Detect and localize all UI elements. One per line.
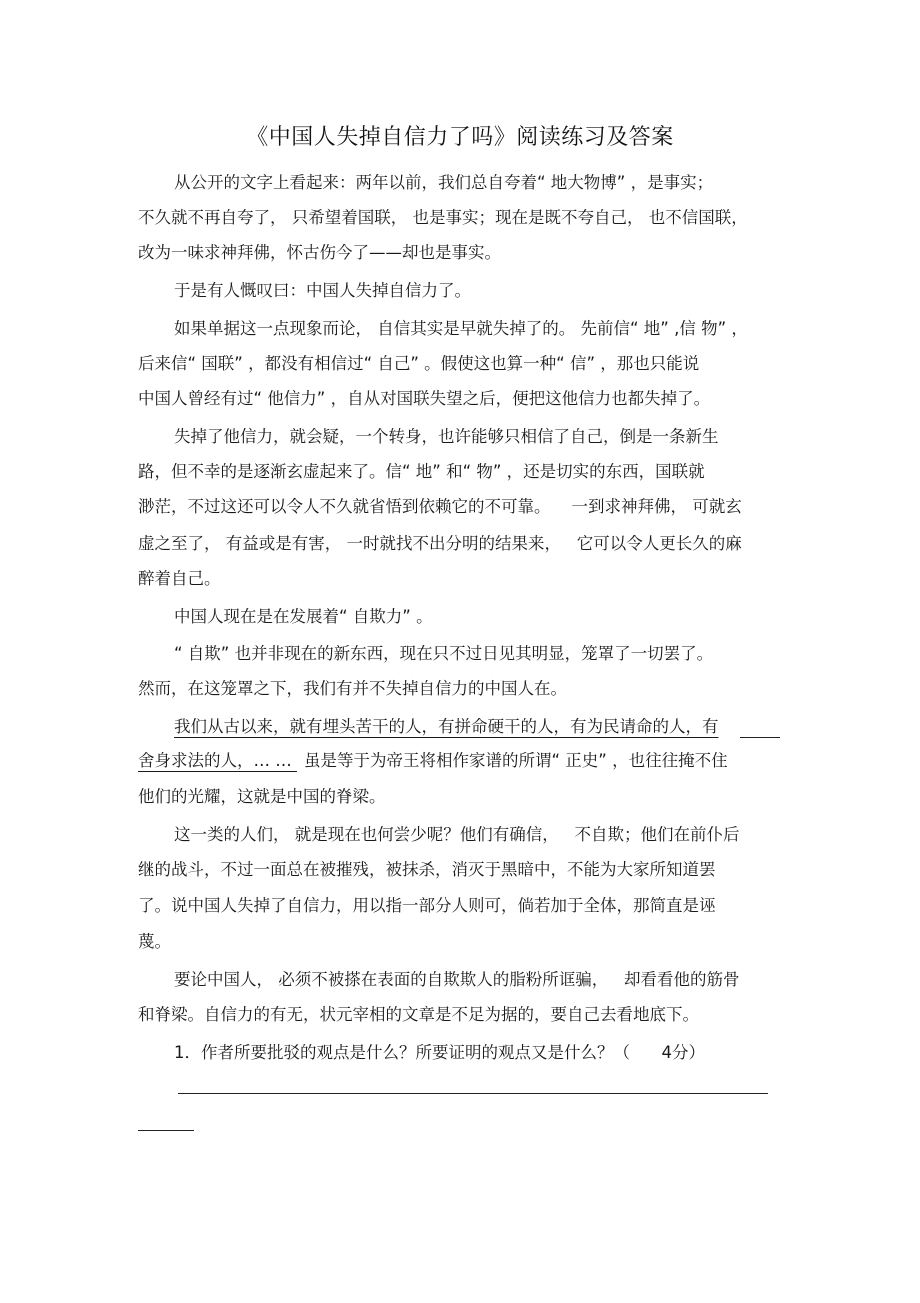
text-line: 虽是等于为帝王将相作家谱的所谓“ 正史” ，也往往掩不住 xyxy=(304,751,728,770)
text-line: 中国人曾经有过“ 他信力” ，自从对国联失望之后，便把这他信力也都失掉了。 xyxy=(138,389,711,408)
text-line: 从公开的文字上看起来：两年以前，我们总自夸着“ 地大物博” ，是事实； xyxy=(174,173,714,192)
text-line: “ 自欺” 也并非现在的新东西，现在只不过日见其明显，笼罩了一切罢了。 xyxy=(174,644,714,663)
answer-line xyxy=(178,1093,768,1094)
underlined-text-line: 我们从古以来，就有埋头苦干的人，有拼命硬干的人，有为民请命的人，有 xyxy=(174,717,719,736)
text-line: 改为一味求神拜佛，怀古伤今了——却也是事实。 xyxy=(138,243,501,262)
text-line: 如果单据这一点现象而论， 自信其实是早就失掉了的。 先前信“ 地” ,信 物” ， xyxy=(174,319,748,338)
text-line: 这一类的人们， 就是现在也何尝少呢？他们有确信， 不自欺；他们在前仆后 xyxy=(174,825,740,844)
text-line: 醉着自己。 xyxy=(138,569,221,588)
text-line: 失掉了他信力，就会疑，一个转身，也许能够只相信了自己，倒是一条新生 xyxy=(174,427,719,446)
text-line: 渺茫，不过这还可以令人不久就省悟到依赖它的不可靠。 一到求神拜佛， 可就玄 xyxy=(138,497,742,516)
text-line: 他们的光耀，这就是中国的脊梁。 xyxy=(138,787,386,806)
text-line: 虚之至了， 有益或是有害， 一时就找不出分明的结果来， 它可以令人更长久的麻 xyxy=(138,534,742,553)
underline-extension xyxy=(740,737,780,738)
underlined-text-line: 舍身求法的人，… … xyxy=(138,751,297,770)
text-line: 中国人现在是在发展着“ 自欺力” 。 xyxy=(174,607,433,626)
text-line: 然而，在这笼罩之下，我们有并不失掉自信力的中国人在。 xyxy=(138,679,567,698)
text-line: 和脊梁。自信力的有无，状元宰相的文章是不足为据的，要自己去看地底下。 xyxy=(138,1005,699,1024)
text-line: 了。说中国人失掉了自信力，用以指一部分人则可，倘若加于全体，那简直是诬 xyxy=(138,896,716,915)
page-title: 《中国人失掉自信力了吗》阅读练习及答案 xyxy=(246,125,674,150)
question-1: 1．作者所要批驳的观点是什么？所要证明的观点又是什么？（ 4分） xyxy=(174,1043,705,1062)
text-line: 继的战斗，不过一面总在被摧残，被抹杀，消灭于黑暗中，不能为大家所知道罢 xyxy=(138,860,716,879)
text-line: 路，但不幸的是逐渐玄虚起来了。信“ 地” 和“ 物” ，还是切实的东西，国联就 xyxy=(138,462,705,481)
text-line: 不久就不再自夸了， 只希望着国联， 也是事实；现在是既不夸自己， 也不信国联， xyxy=(138,208,748,227)
text-line: 于是有人慨叹曰：中国人失掉自信力了。 xyxy=(174,281,471,300)
text-line: 后来信“ 国联” ，都没有相信过“ 自己” 。假使这也算一种“ 信” ，那也只能说 xyxy=(138,354,700,373)
answer-line xyxy=(138,1130,194,1131)
text-line: 要论中国人， 必须不被搽在表面的自欺欺人的脂粉所诓骗， 却看看他的筋骨 xyxy=(174,970,740,989)
text-line: 蔑。 xyxy=(138,932,171,951)
